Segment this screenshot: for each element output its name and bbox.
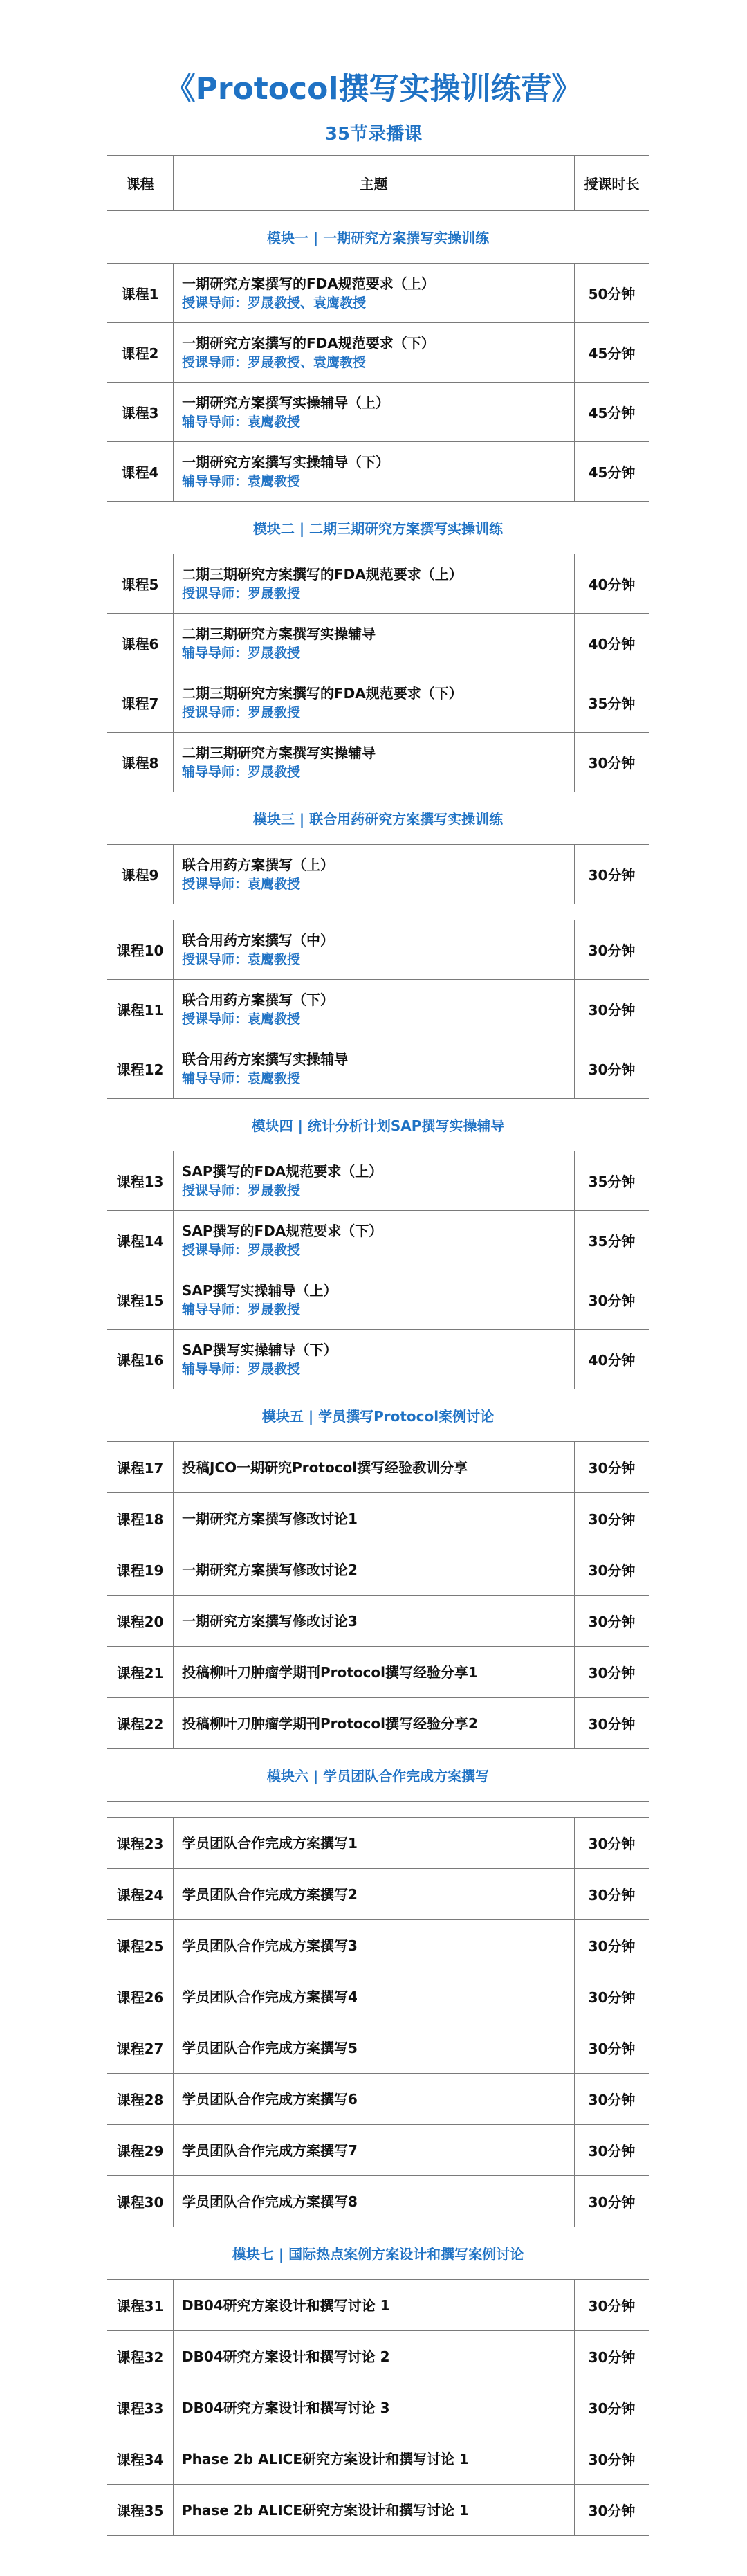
lesson-number: 课程27 <box>107 2022 174 2074</box>
lesson-topic: 二期三期研究方案撰写实操辅导 <box>182 625 376 642</box>
lesson-number: 课程11 <box>107 980 174 1039</box>
table-row <box>107 2125 649 2176</box>
lesson-topic: Phase 2b ALICE研究方案设计和撰写讨论 1 <box>182 2450 469 2467</box>
lesson-duration: 30分钟 <box>575 2382 649 2433</box>
lesson-topic: 一期研究方案撰写实操辅导（上） <box>182 394 389 411</box>
lesson-topic: 联合用药方案撰写（上） <box>182 856 334 873</box>
lesson-topic: 学员团队合作完成方案撰写3 <box>182 1937 358 1954</box>
lesson-topic-cell <box>174 2022 575 2074</box>
lesson-instructor: 授课导师：罗晟教授 <box>182 1182 301 1198</box>
lesson-duration: 30分钟 <box>575 2074 649 2125</box>
module-row <box>107 502 649 554</box>
lesson-topic-cell <box>174 1211 575 1270</box>
lesson-number: 课程19 <box>107 1544 174 1596</box>
table-row <box>107 1920 649 1971</box>
lesson-duration: 40分钟 <box>575 614 649 673</box>
table-row <box>107 383 649 442</box>
table-row <box>107 1330 649 1389</box>
lesson-duration: 30分钟 <box>575 2125 649 2176</box>
lesson-instructor: 辅导导师：袁鹰教授 <box>182 473 301 489</box>
lesson-topic-cell <box>174 2331 575 2382</box>
lesson-topic: SAP撰写的FDA规范要求（下） <box>182 1222 383 1239</box>
lesson-topic-cell <box>174 614 575 673</box>
lesson-number: 课程29 <box>107 2125 174 2176</box>
lesson-duration: 30分钟 <box>575 845 649 904</box>
lesson-topic: 一期研究方案撰写实操辅导（下） <box>182 453 389 471</box>
lesson-number: 课程10 <box>107 920 174 980</box>
lesson-topic-cell <box>174 1869 575 1920</box>
lesson-number: 课程33 <box>107 2382 174 2433</box>
lesson-topic: 一期研究方案撰写的FDA规范要求（下） <box>182 334 435 351</box>
lesson-number: 课程18 <box>107 1493 174 1544</box>
table-row <box>107 323 649 383</box>
page-subtitle: 35节录播课 <box>324 124 423 145</box>
lesson-topic: 学员团队合作完成方案撰写1 <box>182 1834 358 1852</box>
lesson-duration: 30分钟 <box>575 1270 649 1330</box>
lesson-number: 课程3 <box>107 383 174 442</box>
module-label: 模块三 | 联合用药研究方案撰写实操训练 <box>107 792 649 845</box>
module-row <box>107 1099 649 1151</box>
table-row <box>107 1544 649 1596</box>
lesson-topic-cell <box>174 1151 575 1211</box>
lesson-instructor: 授课导师：罗晟教授、袁鹰教授 <box>182 295 367 311</box>
lesson-topic-cell <box>174 1971 575 2022</box>
schedule-table <box>107 1817 649 2536</box>
module-row <box>107 211 649 264</box>
lesson-number: 课程8 <box>107 733 174 792</box>
lesson-instructor: 授课导师：罗晟教授 <box>182 1242 301 1258</box>
lesson-number: 课程28 <box>107 2074 174 2125</box>
lesson-duration: 30分钟 <box>575 2433 649 2485</box>
lesson-instructor: 授课导师：罗晟教授、袁鹰教授 <box>182 354 367 370</box>
lesson-topic: 二期三期研究方案撰写的FDA规范要求（下） <box>182 684 463 702</box>
table-row <box>107 554 649 614</box>
lesson-duration: 30分钟 <box>575 1596 649 1647</box>
module-label: 模块七 | 国际热点案例方案设计和撰写案例讨论 <box>107 2227 649 2280</box>
lesson-topic-cell <box>174 1544 575 1596</box>
table-row <box>107 1818 649 1869</box>
table-row <box>107 1151 649 1211</box>
table-row <box>107 1039 649 1099</box>
table-row <box>107 2485 649 2536</box>
lesson-topic: 学员团队合作完成方案撰写8 <box>182 2193 358 2210</box>
column-header-col2: 主题 <box>174 156 575 211</box>
lesson-duration: 30分钟 <box>575 1442 649 1493</box>
lesson-number: 课程25 <box>107 1920 174 1971</box>
table-row <box>107 1869 649 1920</box>
lesson-topic-cell <box>174 2125 575 2176</box>
lesson-number: 课程15 <box>107 1270 174 1330</box>
lesson-number: 课程13 <box>107 1151 174 1211</box>
lesson-topic-cell <box>174 1442 575 1493</box>
lesson-number: 课程6 <box>107 614 174 673</box>
module-label: 模块二 | 二期三期研究方案撰写实操训练 <box>107 502 649 554</box>
table-row <box>107 1647 649 1698</box>
table-row <box>107 2382 649 2433</box>
lesson-duration: 30分钟 <box>575 1647 649 1698</box>
lesson-number: 课程31 <box>107 2280 174 2331</box>
lesson-duration: 30分钟 <box>575 2331 649 2382</box>
lesson-topic: DB04研究方案设计和撰写讨论 2 <box>182 2348 390 2365</box>
table-row <box>107 614 649 673</box>
lesson-topic: 联合用药方案撰写实操辅导 <box>182 1050 348 1068</box>
lesson-duration: 30分钟 <box>575 1920 649 1971</box>
table-row <box>107 980 649 1039</box>
schedule-tables <box>0 155 747 2536</box>
lesson-number: 课程35 <box>107 2485 174 2536</box>
lesson-duration: 50分钟 <box>575 264 649 323</box>
lesson-duration: 45分钟 <box>575 442 649 502</box>
lesson-topic-cell <box>174 673 575 733</box>
lesson-topic: 学员团队合作完成方案撰写5 <box>182 2039 358 2056</box>
lesson-duration: 30分钟 <box>575 1869 649 1920</box>
lesson-duration: 30分钟 <box>575 1698 649 1749</box>
lesson-duration: 30分钟 <box>575 1493 649 1544</box>
table-row <box>107 2433 649 2485</box>
lesson-topic: 学员团队合作完成方案撰写6 <box>182 2090 358 2108</box>
lesson-topic-cell <box>174 920 575 980</box>
module-label: 模块五 | 学员撰写Protocol案例讨论 <box>107 1389 649 1442</box>
lesson-number: 课程34 <box>107 2433 174 2485</box>
lesson-number: 课程26 <box>107 1971 174 2022</box>
lesson-number: 课程30 <box>107 2176 174 2227</box>
lesson-topic-cell <box>174 1039 575 1099</box>
lesson-instructor: 辅导导师：罗晟教授 <box>182 764 301 780</box>
lesson-number: 课程16 <box>107 1330 174 1389</box>
lesson-topic-cell <box>174 1920 575 1971</box>
lesson-number: 课程17 <box>107 1442 174 1493</box>
table-row <box>107 1493 649 1544</box>
lesson-topic: 学员团队合作完成方案撰写7 <box>182 2141 358 2159</box>
table-row <box>107 2331 649 2382</box>
lesson-topic: 学员团队合作完成方案撰写2 <box>182 1885 358 1903</box>
lesson-duration: 40分钟 <box>575 554 649 614</box>
lesson-topic: DB04研究方案设计和撰写讨论 3 <box>182 2399 390 2416</box>
lesson-instructor: 授课导师：罗晟教授 <box>182 704 301 720</box>
lesson-topic-cell <box>174 1647 575 1698</box>
lesson-topic-cell <box>174 442 575 502</box>
lesson-duration: 30分钟 <box>575 980 649 1039</box>
module-label: 模块六 | 学员团队合作完成方案撰写 <box>107 1749 649 1802</box>
lesson-duration: 30分钟 <box>575 2176 649 2227</box>
table-row <box>107 442 649 502</box>
lesson-topic-cell <box>174 733 575 792</box>
lesson-number: 课程7 <box>107 673 174 733</box>
lesson-instructor: 辅导导师：袁鹰教授 <box>182 1070 301 1086</box>
lesson-topic: 投稿柳叶刀肿瘤学期刊Protocol撰写经验分享1 <box>182 1663 478 1681</box>
lesson-topic-cell <box>174 2433 575 2485</box>
table-row <box>107 264 649 323</box>
lesson-topic-cell <box>174 1818 575 1869</box>
table-row <box>107 733 649 792</box>
lesson-duration: 35分钟 <box>575 1211 649 1270</box>
schedule-table <box>107 920 649 1802</box>
module-row <box>107 1749 649 1802</box>
lesson-topic: 联合用药方案撰写（下） <box>182 991 334 1008</box>
lesson-number: 课程14 <box>107 1211 174 1270</box>
lesson-topic-cell <box>174 845 575 904</box>
lesson-number: 课程23 <box>107 1818 174 1869</box>
lesson-duration: 45分钟 <box>575 383 649 442</box>
lesson-duration: 40分钟 <box>575 1330 649 1389</box>
lesson-duration: 30分钟 <box>575 920 649 980</box>
table-row <box>107 673 649 733</box>
lesson-topic-cell <box>174 1596 575 1647</box>
module-row <box>107 792 649 845</box>
lesson-number: 课程4 <box>107 442 174 502</box>
lesson-number: 课程32 <box>107 2331 174 2382</box>
table-row <box>107 1442 649 1493</box>
lesson-topic: 投稿JCO一期研究Protocol撰写经验教训分享 <box>182 1459 468 1476</box>
lesson-instructor: 辅导导师：罗晟教授 <box>182 1361 301 1377</box>
lesson-number: 课程21 <box>107 1647 174 1698</box>
table-row <box>107 1211 649 1270</box>
lesson-topic: SAP撰写实操辅导（上） <box>182 1281 338 1299</box>
table-row <box>107 845 649 904</box>
table-row <box>107 920 649 980</box>
lesson-topic-cell <box>174 383 575 442</box>
table-row <box>107 2176 649 2227</box>
lesson-duration: 30分钟 <box>575 1971 649 2022</box>
lesson-number: 课程2 <box>107 323 174 383</box>
lesson-topic: 学员团队合作完成方案撰写4 <box>182 1988 358 2005</box>
lesson-duration: 30分钟 <box>575 2022 649 2074</box>
lesson-duration: 30分钟 <box>575 1544 649 1596</box>
lesson-number: 课程12 <box>107 1039 174 1099</box>
lesson-topic: 一期研究方案撰写修改讨论2 <box>182 1561 358 1578</box>
table-row <box>107 1596 649 1647</box>
lesson-duration: 35分钟 <box>575 673 649 733</box>
lesson-topic-cell <box>174 2280 575 2331</box>
lesson-topic-cell <box>174 980 575 1039</box>
lesson-topic-cell <box>174 323 575 383</box>
lesson-topic-cell <box>174 2074 575 2125</box>
table-row <box>107 1971 649 2022</box>
module-label: 模块四 | 统计分析计划SAP撰写实操辅导 <box>107 1099 649 1151</box>
lesson-topic: 投稿柳叶刀肿瘤学期刊Protocol撰写经验分享2 <box>182 1715 478 1732</box>
lesson-topic: Phase 2b ALICE研究方案设计和撰写讨论 1 <box>182 2501 469 2519</box>
column-header-col3: 授课时长 <box>575 156 649 211</box>
lesson-number: 课程1 <box>107 264 174 323</box>
table-row <box>107 1270 649 1330</box>
lesson-duration: 45分钟 <box>575 323 649 383</box>
lesson-topic: 联合用药方案撰写（中） <box>182 931 334 949</box>
lesson-topic-cell <box>174 554 575 614</box>
lesson-instructor: 授课导师：罗晟教授 <box>182 585 301 601</box>
lesson-instructor: 授课导师：袁鹰教授 <box>182 951 301 967</box>
table-row <box>107 2280 649 2331</box>
lesson-topic: 一期研究方案撰写修改讨论1 <box>182 1510 358 1527</box>
lesson-instructor: 授课导师：袁鹰教授 <box>182 1011 301 1027</box>
lesson-topic-cell <box>174 264 575 323</box>
module-row <box>107 2227 649 2280</box>
lesson-topic-cell <box>174 2176 575 2227</box>
lesson-topic-cell <box>174 1493 575 1544</box>
lesson-topic: 二期三期研究方案撰写的FDA规范要求（上） <box>182 565 463 583</box>
module-label: 模块一 | 一期研究方案撰写实操训练 <box>107 211 649 264</box>
lesson-duration: 30分钟 <box>575 1818 649 1869</box>
lesson-number: 课程20 <box>107 1596 174 1647</box>
lesson-topic-cell <box>174 2382 575 2433</box>
lesson-instructor: 辅导导师：罗晟教授 <box>182 645 301 661</box>
page-title: 《Protocol撰写实操训练营》 <box>165 71 582 107</box>
column-header-col1: 课程 <box>107 156 174 211</box>
lesson-duration: 30分钟 <box>575 1039 649 1099</box>
lesson-topic-cell <box>174 1330 575 1389</box>
lesson-topic-cell <box>174 2485 575 2536</box>
schedule-table <box>107 155 649 904</box>
lesson-number: 课程24 <box>107 1869 174 1920</box>
lesson-topic: 一期研究方案撰写修改讨论3 <box>182 1612 358 1629</box>
lesson-instructor: 辅导导师：袁鹰教授 <box>182 414 301 430</box>
lesson-topic: SAP撰写的FDA规范要求（上） <box>182 1162 383 1180</box>
lesson-topic-cell <box>174 1270 575 1330</box>
table-row <box>107 2022 649 2074</box>
module-row <box>107 1389 649 1442</box>
lesson-topic: SAP撰写实操辅导（下） <box>182 1341 338 1358</box>
table-row <box>107 2074 649 2125</box>
table-header-row <box>107 156 649 211</box>
lesson-number: 课程22 <box>107 1698 174 1749</box>
lesson-topic: 一期研究方案撰写的FDA规范要求（上） <box>182 275 435 292</box>
table-row <box>107 1698 649 1749</box>
lesson-topic-cell <box>174 1698 575 1749</box>
lesson-duration: 30分钟 <box>575 733 649 792</box>
lesson-duration: 30分钟 <box>575 2485 649 2536</box>
lesson-topic: DB04研究方案设计和撰写讨论 1 <box>182 2296 390 2314</box>
lesson-topic: 二期三期研究方案撰写实操辅导 <box>182 744 376 761</box>
lesson-duration: 30分钟 <box>575 2280 649 2331</box>
lesson-instructor: 辅导导师：罗晟教授 <box>182 1301 301 1317</box>
lesson-number: 课程5 <box>107 554 174 614</box>
lesson-duration: 35分钟 <box>575 1151 649 1211</box>
lesson-instructor: 授课导师：袁鹰教授 <box>182 876 301 892</box>
lesson-number: 课程9 <box>107 845 174 904</box>
